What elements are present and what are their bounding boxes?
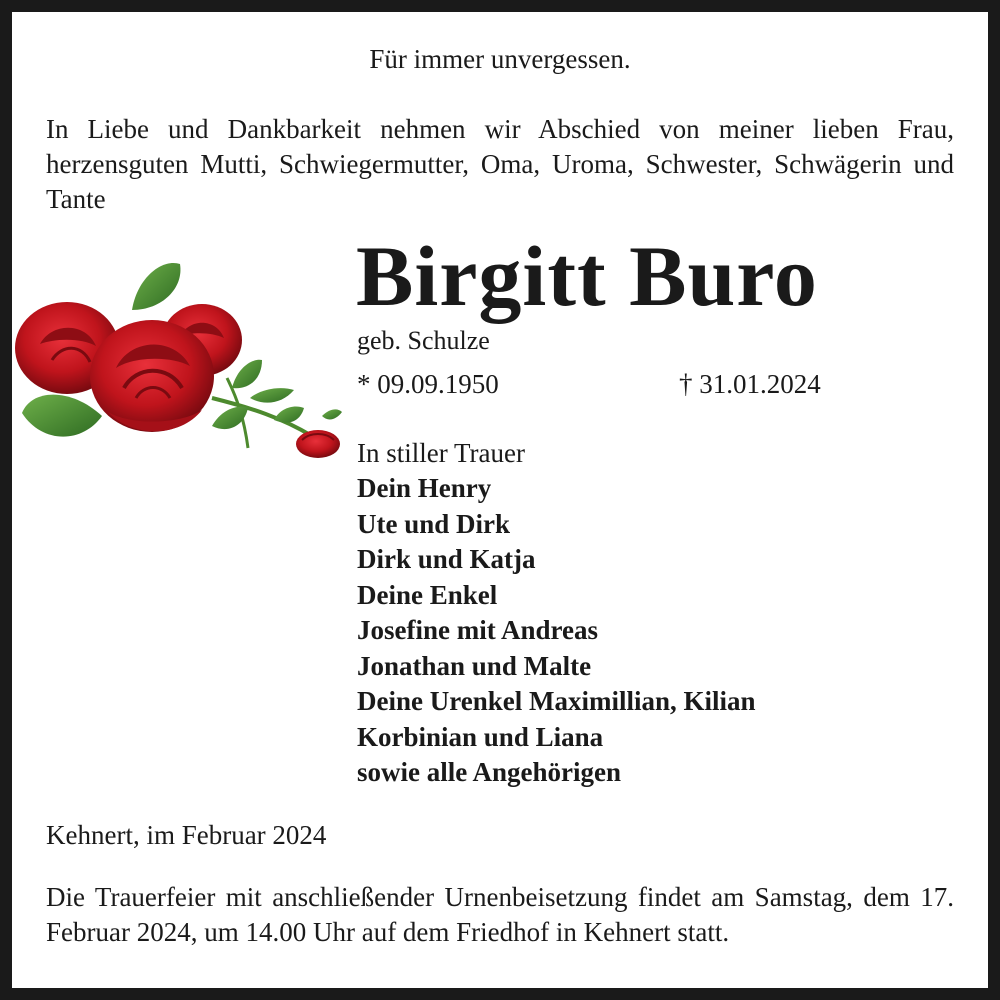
mourner-item: Ute und Dirk [357,508,511,539]
mourner-item: Deine Enkel [357,579,498,610]
intro-text: In Liebe und Dankbarkeit nehmen wir Abschied von meiner lieben Frau, herzensguten Mutti, Schwiegermutter, Oma, Uroma, Schwester, Schwägerin und Tante [46,114,954,214]
birth-date: * 09.09.1950 [357,369,499,399]
mourner-item: sowie alle Angehörigen [357,757,621,787]
mourner-item: Korbinian und Liana [357,721,604,752]
mourner-item: Deine Urenkel Maximillian, Kilian [357,686,756,716]
mourner-item: Dirk und Katja [357,544,536,574]
place-date: Kehnert, im Februar 2024 [46,820,327,850]
funeral-service-info: Die Trauerfeier mit anschließender Urnenbeisetzung findet am Samstag, dem 17. Februar 2024, um 14.00 Uhr auf dem Friedhof in Kehnert statt. [46,882,954,947]
motto: Für immer unvergessen. [369,44,631,74]
deceased-name: Birgitt Buro [356,228,818,324]
death-date: † 31.01.2024 [679,369,821,399]
obituary-card [12,12,988,988]
mourner-item: Jonathan und Malte [357,650,592,681]
mourning-heading: In stiller Trauer [357,438,525,468]
mourners-list [357,471,756,791]
mourner-item: Dein Henry [357,473,492,503]
birth-name: geb. Schulze [357,326,490,355]
red-roses-icon [12,248,344,458]
life-dates [357,366,877,402]
mourner-item: Josefine mit Andreas [357,615,598,645]
